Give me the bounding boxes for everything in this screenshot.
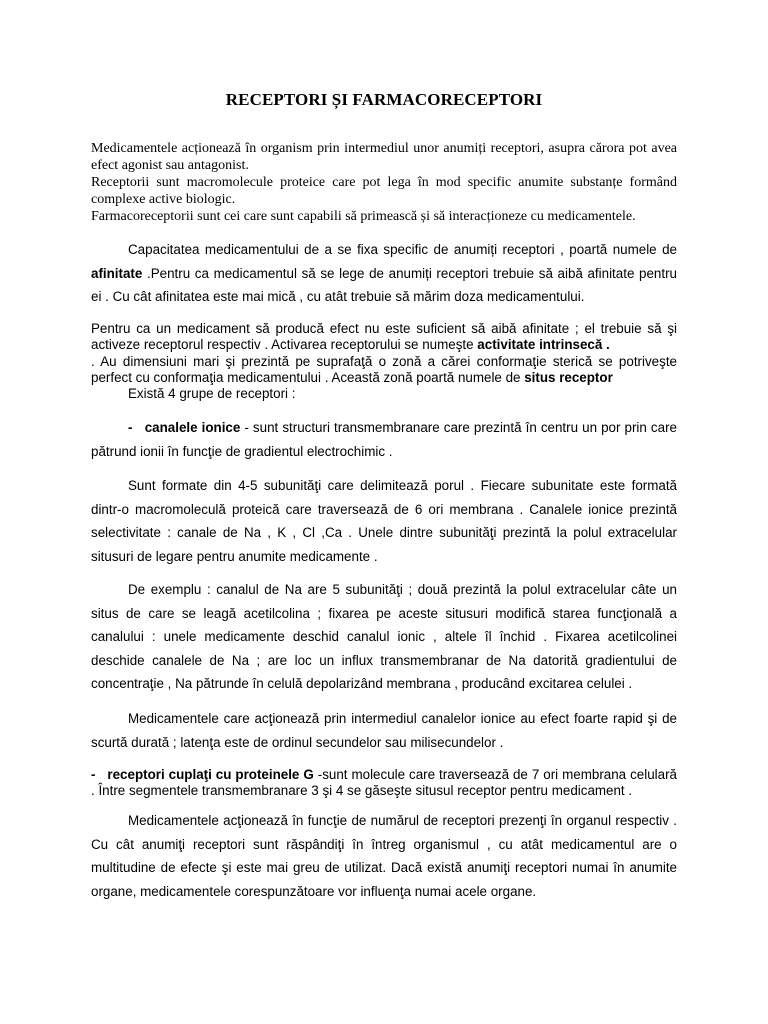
intrinsic-activity-term: activitate intrinsecă .: [477, 337, 610, 353]
receptor-distribution-paragraph: Medicamentele acţionează în funcţie de numărul de receptori prezenţi în organul respectiv . Cu cât anumiţi receptori sunt răspândiţi în întreg organismul , cu atât medicamentul are o multitudine de efecte şi este mai greu de utilizat. Dacă există anumiţi receptori numai în anumite organe, medicamentele corespunzătoare vor influenţa numai acele organe.: [91, 813, 677, 899]
ion-channels-dash: -: [128, 420, 133, 435]
page-title: RECEPTORI ȘI FARMACORECEPTORI: [225, 90, 543, 109]
intro-paragraph-2: Receptorii sunt macromolecule proteice care pot lega în mod specific anumite substanțe formând complexe active biologic.: [91, 175, 677, 207]
receptor-groups-line: Există 4 grupe de receptori :: [128, 386, 296, 401]
affinity-text-before: Capacitatea medicamentului de a se fixa specific de anumiți receptori , poartă numele de: [128, 242, 677, 257]
ion-channels-text: - sunt structuri transmembranare care prezintă în centru un por prin care pătrund ionii în funcţie de gradientul electrochimic .: [91, 420, 677, 459]
affinity-text-after: .Pentru ca medicamentul să se lege de anumiți receptori trebuie să aibă afinitate pentru ei . Cu cât afinitatea este mai mică , cu atât trebuie să mărim doza medicamentului.: [91, 265, 677, 305]
ion-channels-structure-paragraph: Sunt formate din 4-5 subunităţi care delimitează porul . Fiecare subunitate este formată dintr-o macromoleculă proteică care traversează de 6 ori membrana . Canalele ionice prezintă selectivitate : canale de Na , K , Cl ,Ca . Unele dintre subunităţi prezintă la polul extracelular situsuri de legare pentru anumite medicamente .: [91, 478, 677, 564]
g-protein-term: receptori cuplaţi cu proteinele G: [107, 767, 314, 782]
intro-paragraph-1: Medicamentele acționează în organism prin intermediul unor anumiți receptori, asupra cărora pot avea efect agonist sau antagonist.: [91, 141, 677, 173]
ion-channels-effect-paragraph: Medicamentele care acţionează prin intermediul canalelor ionice au efect foarte rapid şi de scurtă durată ; latenţa este de ordinul secundelor sau milisecundelor .: [91, 711, 677, 750]
g-protein-paragraph: [91, 767, 677, 800]
intro-paragraph-3: Farmacoreceptorii sunt cei care sunt capabili să primească și să interacționeze cu medicamentele.: [91, 209, 636, 224]
ion-channels-paragraph: [91, 416, 677, 463]
receptor-site-paragraph: [91, 354, 677, 387]
receptor-site-text: . Au dimensiuni mari şi prezintă pe suprafaţă o zonă a cărei conformaţie sterică se potriveşte perfect cu conformaţia medicamentului . Această zonă poartă numele de: [91, 354, 677, 386]
receptor-site-term: situs receptor: [524, 370, 613, 386]
g-protein-dash: -: [91, 767, 96, 782]
sodium-channel-example-paragraph: De exemplu : canalul de Na are 5 subunităţi ; două prezintă la polul extracelular câte un situs de care se leagă acetilcolina ; fixarea pe aceste situsuri modifică starea funcţională a canalului : unele medicamente deschid canalul ionic , altele îl închid . Fixarea acetilcolinei deschide canalele de Na ; are loc un influx transmembranar de Na datorită gradientului de concentraţie , Na pătrunde în celulă depolarizând membrana , producând excitarea celulei .: [91, 582, 677, 692]
g-protein-text: -sunt molecule care traversează de 7 ori membrana celulară . Între segmentele transmembranare 3 şi 4 se găseşte situsul receptor pentru medicament .: [91, 767, 677, 799]
ion-channels-term: canalele ionice: [144, 420, 241, 435]
intrinsic-text-before: Pentru ca un medicament să producă efect nu este suficient să aibă afinitate ; el trebuie să şi activeze receptorul respectiv . Activarea receptorului se numeşte: [91, 321, 677, 353]
affinity-term: afinitate: [91, 265, 143, 281]
affinity-paragraph: [91, 238, 677, 309]
intrinsic-activity-paragraph: [91, 321, 677, 354]
